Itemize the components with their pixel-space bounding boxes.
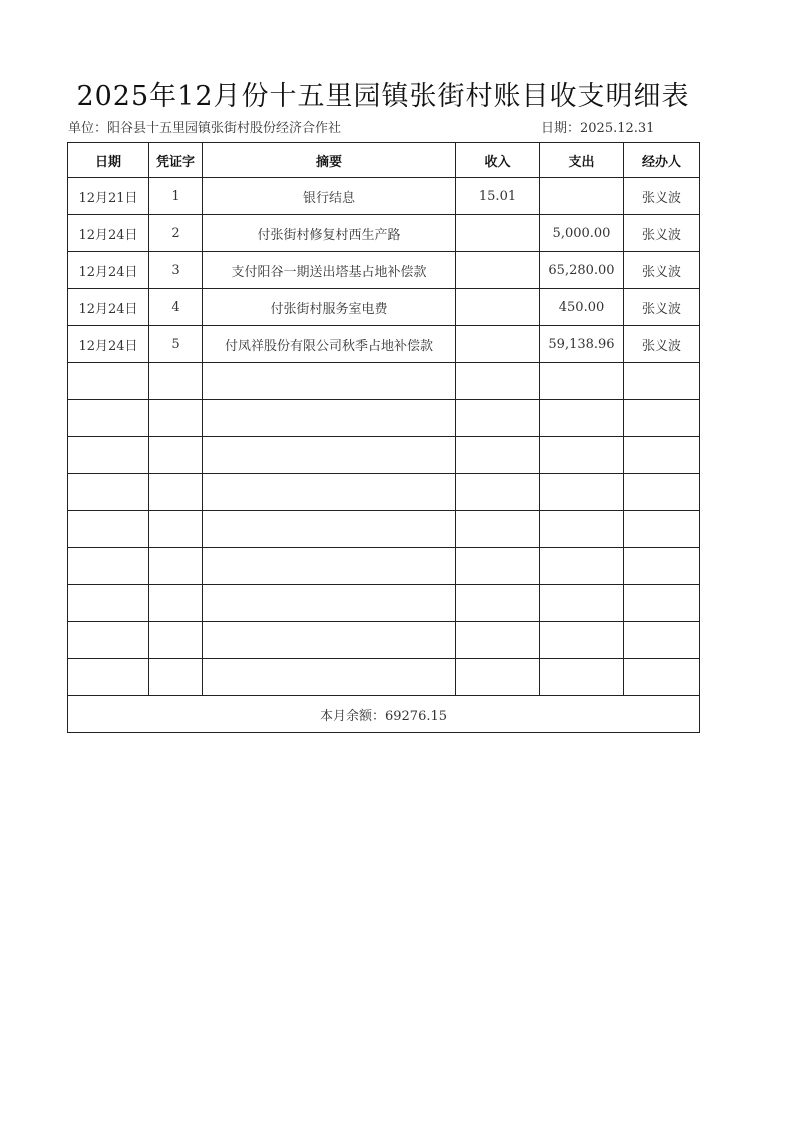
header-income: 收入	[456, 143, 540, 178]
cell-date: 12月24日	[68, 215, 149, 252]
empty-cell	[624, 363, 700, 400]
empty-cell	[624, 511, 700, 548]
empty-cell	[540, 511, 624, 548]
empty-cell	[149, 511, 203, 548]
header-handler: 经办人	[624, 143, 700, 178]
empty-cell	[624, 585, 700, 622]
cell-income	[456, 326, 540, 363]
empty-cell	[456, 437, 540, 474]
empty-cell	[149, 400, 203, 437]
cell-voucher: 3	[149, 252, 203, 289]
date-label: 日期：2025.12.31	[541, 121, 655, 136]
empty-cell	[540, 622, 624, 659]
ledger-table	[67, 142, 700, 733]
empty-cell	[540, 363, 624, 400]
monthly-balance: 本月余额：69276.15	[68, 696, 700, 733]
header-summary: 摘要	[203, 143, 456, 178]
empty-cell	[456, 474, 540, 511]
page-title: 2025年12月份十五里园镇张街村账目收支明细表	[76, 81, 690, 112]
cell-expense: 59,138.96	[540, 326, 624, 363]
cell-voucher: 2	[149, 215, 203, 252]
empty-table-row	[68, 511, 700, 548]
unit-label: 单位：阳谷县十五里园镇张街村股份经济合作社	[68, 121, 342, 136]
cell-voucher: 5	[149, 326, 203, 363]
empty-cell	[68, 437, 149, 474]
empty-cell	[149, 437, 203, 474]
empty-table-row	[68, 363, 700, 400]
empty-cell	[540, 400, 624, 437]
empty-table-row	[68, 400, 700, 437]
empty-cell	[540, 474, 624, 511]
empty-cell	[456, 585, 540, 622]
ledger-body	[68, 178, 700, 696]
empty-cell	[68, 548, 149, 585]
table-row	[68, 178, 700, 215]
empty-cell	[149, 548, 203, 585]
empty-cell	[68, 659, 149, 696]
header-voucher: 凭证字	[149, 143, 203, 178]
empty-cell	[456, 511, 540, 548]
empty-cell	[624, 474, 700, 511]
cell-summary: 付张街村服务室电费	[203, 289, 456, 326]
cell-handler: 张义波	[624, 252, 700, 289]
empty-cell	[540, 548, 624, 585]
cell-date: 12月24日	[68, 252, 149, 289]
cell-date: 12月24日	[68, 326, 149, 363]
empty-cell	[456, 400, 540, 437]
empty-cell	[540, 437, 624, 474]
empty-cell	[456, 363, 540, 400]
table-row	[68, 252, 700, 289]
cell-expense	[540, 178, 624, 215]
cell-expense: 65,280.00	[540, 252, 624, 289]
cell-income	[456, 252, 540, 289]
empty-cell	[68, 511, 149, 548]
empty-cell	[624, 622, 700, 659]
cell-handler: 张义波	[624, 178, 700, 215]
cell-handler: 张义波	[624, 289, 700, 326]
cell-date: 12月24日	[68, 289, 149, 326]
cell-expense: 450.00	[540, 289, 624, 326]
empty-cell	[203, 400, 456, 437]
empty-cell	[203, 474, 456, 511]
empty-table-row	[68, 548, 700, 585]
empty-table-row	[68, 474, 700, 511]
empty-cell	[540, 659, 624, 696]
empty-cell	[203, 548, 456, 585]
empty-cell	[68, 585, 149, 622]
cell-income	[456, 215, 540, 252]
empty-cell	[540, 585, 624, 622]
empty-cell	[456, 548, 540, 585]
empty-cell	[68, 400, 149, 437]
empty-cell	[203, 511, 456, 548]
empty-table-row	[68, 622, 700, 659]
empty-cell	[203, 622, 456, 659]
empty-cell	[149, 622, 203, 659]
empty-cell	[456, 659, 540, 696]
empty-cell	[68, 622, 149, 659]
empty-cell	[203, 659, 456, 696]
table-row	[68, 326, 700, 363]
cell-income: 15.01	[456, 178, 540, 215]
cell-summary: 支付阳谷一期送出塔基占地补偿款	[203, 252, 456, 289]
table-row	[68, 215, 700, 252]
header-expense: 支出	[540, 143, 624, 178]
cell-voucher: 4	[149, 289, 203, 326]
empty-cell	[624, 437, 700, 474]
empty-table-row	[68, 659, 700, 696]
empty-cell	[624, 548, 700, 585]
header-row	[68, 143, 700, 178]
cell-handler: 张义波	[624, 326, 700, 363]
cell-voucher: 1	[149, 178, 203, 215]
empty-cell	[624, 400, 700, 437]
header-date: 日期	[68, 143, 149, 178]
footer-row	[68, 696, 700, 733]
cell-summary: 银行结息	[203, 178, 456, 215]
empty-cell	[149, 659, 203, 696]
empty-cell	[68, 363, 149, 400]
cell-summary: 付张街村修复村西生产路	[203, 215, 456, 252]
empty-cell	[203, 585, 456, 622]
empty-cell	[68, 474, 149, 511]
cell-expense: 5,000.00	[540, 215, 624, 252]
cell-summary: 付凤祥股份有限公司秋季占地补偿款	[203, 326, 456, 363]
empty-cell	[149, 363, 203, 400]
empty-table-row	[68, 585, 700, 622]
cell-income	[456, 289, 540, 326]
empty-cell	[203, 363, 456, 400]
cell-date: 12月21日	[68, 178, 149, 215]
table-row	[68, 289, 700, 326]
empty-cell	[456, 622, 540, 659]
empty-table-row	[68, 437, 700, 474]
empty-cell	[624, 659, 700, 696]
empty-cell	[149, 585, 203, 622]
empty-cell	[203, 437, 456, 474]
cell-handler: 张义波	[624, 215, 700, 252]
empty-cell	[149, 474, 203, 511]
